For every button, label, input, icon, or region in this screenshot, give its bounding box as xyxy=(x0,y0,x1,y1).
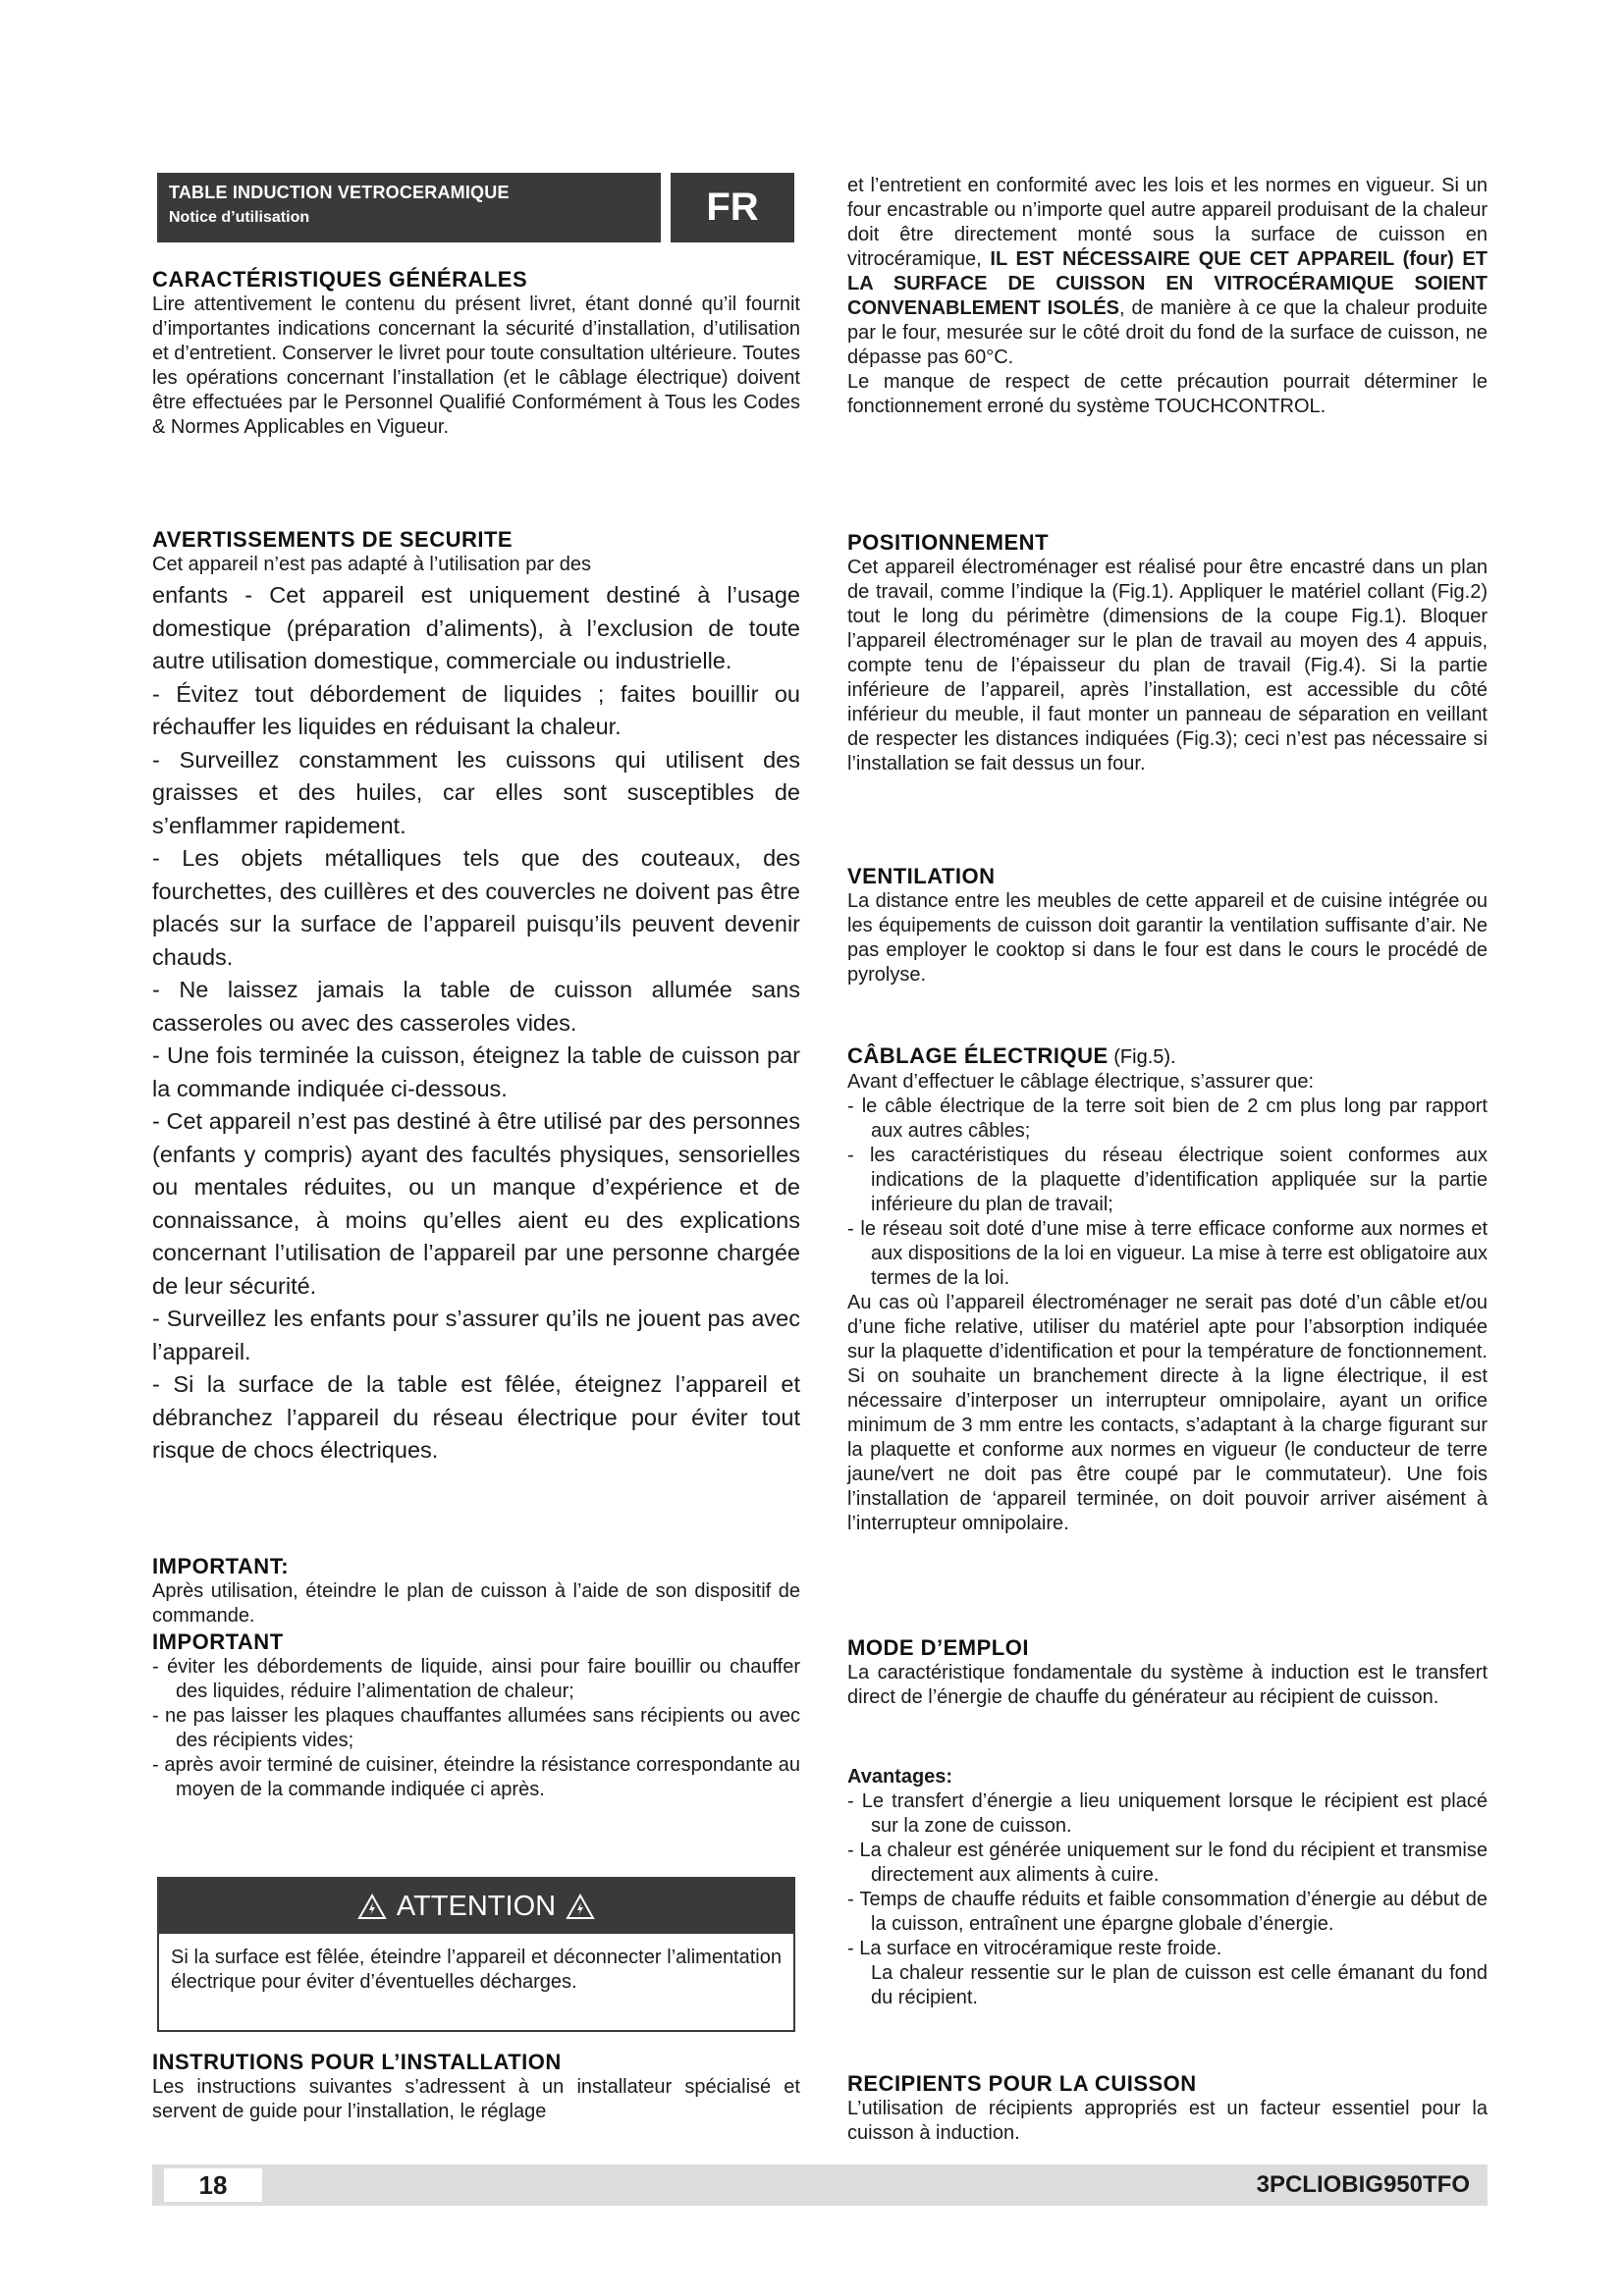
section-text: Cet appareil électroménager est réalisé pour être encastré dans un plan de travail, comme l’indique la (Fig.1). Appliquer le matériel collant (Fig.2) tout le long du périmètre (dimensions de la coupe Fig.1). Bloquer l’appareil électroménager sur le plan de travail au moyen des 4 appuis, compte tenu de l’épaisseur du plan de travail (Fig.4). Si la partie inférieure de l’appareil, après l’installation, est accessible du côté inférieur du meuble, il faut monter un panneau de séparation en veillant de respecter les distances indiquées (Fig.3); ceci n’est pas nécessaire si l’installation se fait dessus un four. xyxy=(847,557,1488,774)
section-text: Lire attentivement le contenu du présent livret, étant donné qu’il fournit d’importantes indications concernant la sécurité d’installation, d’utilisation et d’entretient. Conserver le livret pour toute consultation ultérieure. Toutes les opérations concernant l’installation (et le câblage électrique) doivent être effectuées par le Personnel Qualifié Conformément à Tous les Codes & Normes Applicables en Vigueur. xyxy=(152,294,800,438)
section-title: POSITIONNEMENT xyxy=(847,530,1050,555)
warning-triangle-icon xyxy=(566,1894,595,1920)
list-item: - ne pas laisser les plaques chauffantes allumées sans récipients ou avec des récipients vides; xyxy=(152,1705,800,1751)
footer-bar xyxy=(152,2164,1488,2206)
section-ventilation xyxy=(847,864,1488,988)
section-title: MODE D’EMPLOI xyxy=(847,1635,1029,1660)
list-item: - après avoir terminé de cuisiner, éteindre la résistance correspondante au moyen de la commande indiquée ci après. xyxy=(152,1754,800,1800)
attention-body xyxy=(159,1934,793,1995)
subsection-title: Avantages: xyxy=(847,1766,953,1788)
section-recipients xyxy=(847,2071,1488,2146)
attention-title: ATTENTION xyxy=(396,1890,557,1922)
section-text: Le manque de respect de cette précaution pourrait déterminer le fonctionnement erroné du système TOUCHCONTROL. xyxy=(847,371,1488,417)
warning-item: - Cet appareil n’est pas destiné à être utilisé par des personnes (enfants y compris) ayant des facultés physiques, sensorielles ou mentales réduites, ou un manque d’expérience et de connaissance, à moins qu’elles aient eu des explications concernant l’utilisation de l’appareil par une personne chargée de leur sécurité. xyxy=(152,1108,800,1299)
attention-box xyxy=(157,1877,795,2032)
list-item-continuation: La chaleur ressentie sur le plan de cuisson est celle émanant du fond du récipient. xyxy=(871,1962,1488,2008)
warning-item: - Ne laissez jamais la table de cuisson allumée sans casseroles ou avec des casseroles vides. xyxy=(152,977,800,1036)
warning-item: - Les objets métalliques tels que des couteaux, des fourchettes, des cuillères et des couvercles ne doivent pas être placés sur la surface de l’appareil puisqu’ils peuvent devenir chauds. xyxy=(152,845,800,970)
section-important-2 xyxy=(152,1629,800,1802)
section-title: IMPORTANT xyxy=(152,1629,284,1654)
bold-warning: IL EST NÉCESSAIRE QUE CET APPAREIL (four) ET LA SURFACE DE CUISSON EN VITROCÉRAMIQUE SOIENT CONVENABLEMENT ISOLÉS xyxy=(847,248,1488,319)
header-title: TABLE INDUCTION VETROCERAMIQUE xyxy=(169,183,510,202)
section-text: La caractéristique fondamentale du système à induction est le transfert direct de l’énergie de chauffe du générateur au récipient de cuisson. xyxy=(847,1662,1488,1708)
list-item: - éviter les débordements de liquide, ainsi pour faire bouillir ou chauffer des liquides, réduire l’alimentation de chaleur; xyxy=(152,1656,800,1702)
section-text: L’utilisation de récipients appropriés est un facteur essentiel pour la cuisson à induction. xyxy=(847,2098,1488,2144)
section-title: CARACTÉRISTIQUES GÉNÉRALES xyxy=(152,267,528,292)
header-bar xyxy=(157,173,661,242)
section-text: La distance entre les meubles de cette appareil et de cuisine intégrée ou les équipements de cuisson doit garantir la ventilation suffisante d’air. Ne pas employer le cooktop si dans le four est dans le cours le procédé de pyrolyse. xyxy=(847,890,1488,986)
list-item: - le câble électrique de la terre soit bien de 2 cm plus long par rapport aux autres câbles; xyxy=(847,1095,1488,1142)
page-number: 18 xyxy=(164,2168,262,2202)
warning-item: - Évitez tout débordement de liquides ; faites bouillir ou réchauffer les liquides en réduisant la chaleur. xyxy=(152,680,800,739)
warning-item: - Une fois terminée la cuisson, éteignez la table de cuisson par la commande indiquée ci-dessous. xyxy=(152,1042,800,1101)
header-subtitle: Notice d’utilisation xyxy=(169,209,310,226)
section-continuation xyxy=(847,174,1488,419)
warnings-list xyxy=(152,579,800,1468)
section-text: Avant d’effectuer le câblage électrique, s’assurer que: xyxy=(847,1071,1315,1093)
section-title: CÂBLAGE ÉLECTRIQUE (Fig.5). xyxy=(847,1043,1176,1068)
section-positionnement xyxy=(847,530,1488,776)
warning-item: - Surveillez constamment les cuissons qui utilisent des graisses et des huiles, car elles sont susceptibles de s’enflammer rapidement. xyxy=(152,746,800,838)
section-important-1 xyxy=(152,1554,800,1629)
section-text: Après utilisation, éteindre le plan de cuisson à l’aide de son dispositif de commande. xyxy=(152,1580,800,1627)
section-text: Au cas où l’appareil électroménager ne serait pas doté d’un câble et/ou d’une fiche relative, utiliser du matériel apte pour l’absorption indiquée sur la plaquette d’identification et pour la température de fonctionnement. Si on souhaite un branchement directe à la ligne électrique, il est nécessaire d’interposer un interrupteur omnipolaire, ayant un orifice minimum de 3 mm entre les contacts, s’adaptant à la charge figurant sur la plaquette et conforme aux normes en vigueur (le conducteur de terre jaune/vert ne doit pas être coupé par le commutateur). Une fois l’installation de ‘appareil terminée, on doit pouvoir arriver aisément à l’interrupteur omnipolaire. xyxy=(847,1292,1488,1534)
section-caracteristiques xyxy=(152,267,800,440)
list-item: - les caractéristiques du réseau électrique soient conformes aux indications de la plaquette d’identification appliquée sur la partie inférieure du plan de travail; xyxy=(847,1145,1488,1215)
model-number: 3PCLIOBIG950TFO xyxy=(1256,2171,1470,2198)
list-item: - La chaleur est générée uniquement sur le fond du récipient et transmise directement aux aliments à cuire. xyxy=(847,1840,1488,1886)
section-avertissements xyxy=(152,527,800,577)
section-title: RECIPIENTS POUR LA CUISSON xyxy=(847,2071,1197,2096)
section-title: INSTRUTIONS POUR L’INSTALLATION xyxy=(152,2050,562,2074)
warning-item: - Surveillez les enfants pour s’assurer qu’ils ne jouent pas avec l’appareil. xyxy=(152,1306,800,1364)
warning-item: - Si la surface de la table est fêlée, éteignez l’appareil et débranchez l’appareil du réseau électrique pour éviter tout risque de chocs électriques. xyxy=(152,1371,800,1463)
attention-header xyxy=(159,1879,793,1934)
section-text: Cet appareil n’est pas adapté à l’utilisation par des xyxy=(152,554,591,575)
section-cablage xyxy=(847,1043,1488,1536)
section-mode-emploi xyxy=(847,1635,1488,1710)
list-item: - le réseau soit doté d’une mise à terre efficace conforme aux normes et aux dispositions de la loi en vigueur. La mise à terre est obligatoire aux termes de la loi. xyxy=(847,1218,1488,1289)
warning-triangle-icon xyxy=(357,1894,387,1920)
section-text: et l’entretient en conformité avec les lois et les normes en vigueur. Si un four encastrable ou n’importe quel autre appareil produisant de la chaleur doit être directement monté sous la surface de cuisson en vitrocéramique, IL EST NÉCESSAIRE QUE CET APPAREIL (four) ET LA SURFACE DE CUISSON EN VITROCÉRAMIQUE SOIENT CONVENABLEMENT ISOLÉS, de manière à ce que la chaleur produite par le four, mesurée sur le côté droit du fond de la surface de cuisson, ne dépasse pas 60°C. xyxy=(847,175,1488,368)
section-title: VENTILATION xyxy=(847,864,996,888)
list-item: - Temps de chauffe réduits et faible consommation d’énergie au début de la cuisson, entraînent une épargne globale d’énergie. xyxy=(847,1889,1488,1935)
section-title: IMPORTANT: xyxy=(152,1554,290,1578)
section-avantages xyxy=(847,1765,1488,2010)
language-badge: FR xyxy=(671,173,794,242)
list-item: - Le transfert d’énergie a lieu uniquement lorsque le récipient est placé sur la zone de cuisson. xyxy=(847,1790,1488,1837)
warning-item: enfants - Cet appareil est uniquement destiné à l’usage domestique (préparation d’aliments), à l’exclusion de toute autre utilisation domestique, commerciale ou industrielle. xyxy=(152,582,800,673)
section-text: Les instructions suivantes s’adressent à un installateur spécialisé et servent de guide pour l’installation, le réglage xyxy=(152,2076,800,2122)
attention-text: Si la surface est fêlée, éteindre l’appareil et déconnecter l’alimentation électrique pour éviter d’éventuelles décharges. xyxy=(171,1947,782,1993)
section-installation xyxy=(152,2050,800,2124)
list-item: - La surface en vitrocéramique reste froide. xyxy=(847,1938,1222,1959)
section-title: AVERTISSEMENTS DE SECURITE xyxy=(152,527,514,552)
